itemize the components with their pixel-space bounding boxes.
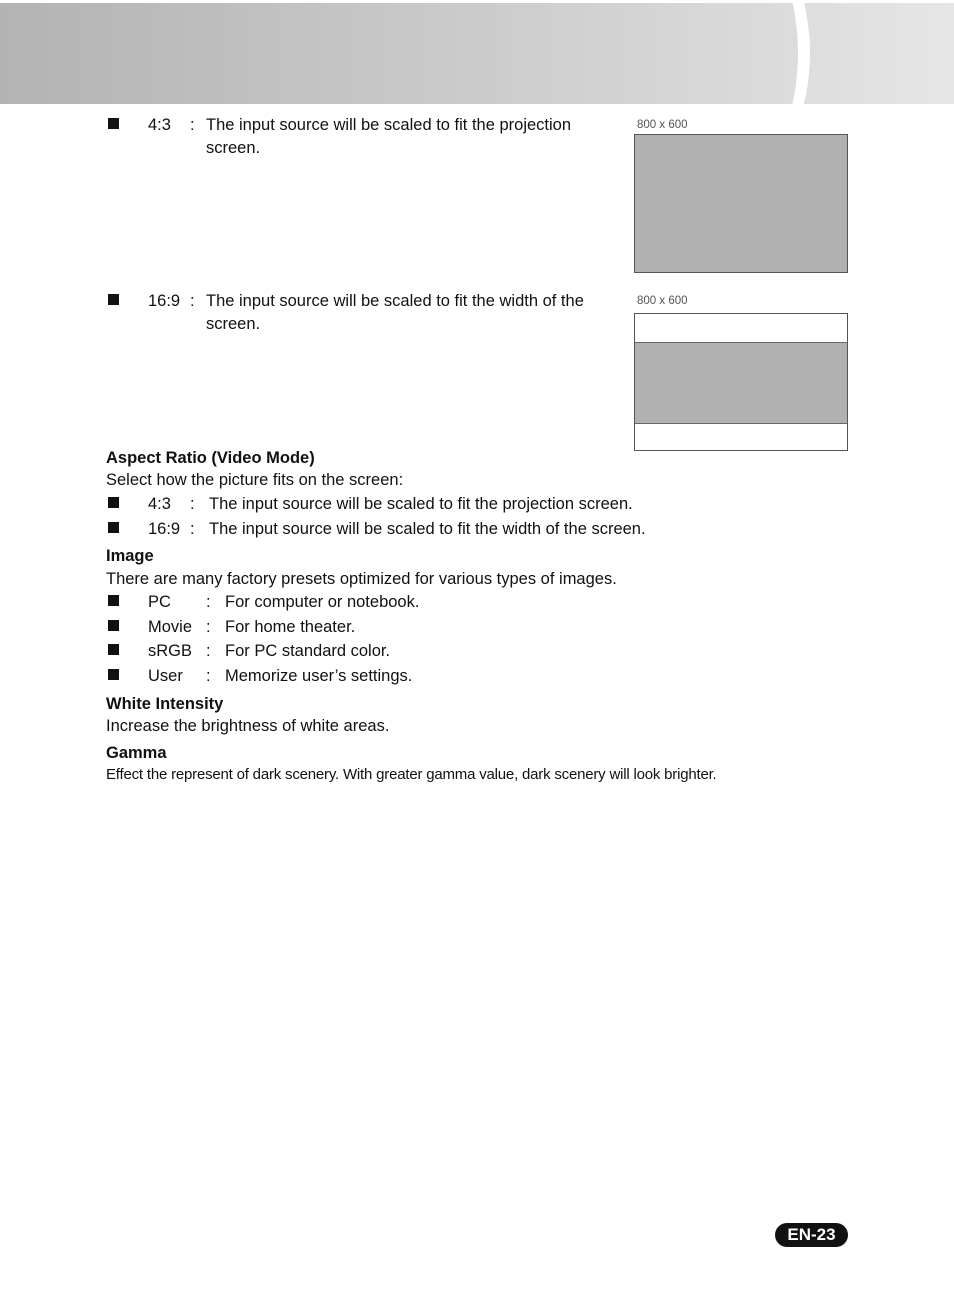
list-item-separator: :: [206, 642, 211, 660]
list-item-separator: :: [190, 520, 195, 538]
list-item-text: The input source will be scaled to fit the width of the: [206, 292, 584, 310]
bullet-icon: [108, 522, 119, 533]
list-item-text: For computer or notebook.: [225, 593, 420, 611]
list-item-key: 4:3: [148, 116, 171, 134]
list-item-text: Memorize user’s settings.: [225, 667, 413, 685]
screen-16-9-illustration: [634, 313, 848, 451]
list-item-separator: :: [206, 667, 211, 685]
image-heading: Image: [106, 547, 154, 565]
bullet-icon: [108, 294, 119, 305]
list-item-key: 4:3: [148, 495, 171, 513]
list-item-separator: :: [190, 116, 195, 134]
list-item-text: The input source will be scaled to fit the width of the screen.: [209, 520, 646, 538]
list-item-separator: :: [206, 593, 211, 611]
list-item-separator: :: [206, 618, 211, 636]
gamma-heading: Gamma: [106, 744, 167, 762]
aspect-video-intro: Select how the picture fits on the screen:: [106, 471, 404, 489]
list-item-key: Movie: [148, 618, 193, 636]
white-intensity-text: Increase the brightness of white areas.: [106, 717, 390, 735]
white-intensity-heading: White Intensity: [106, 695, 224, 713]
resolution-label: 800 x 600: [637, 295, 688, 307]
list-item-separator: :: [190, 495, 195, 513]
list-item-text: The input source will be scaled to fit the projection screen.: [209, 495, 633, 513]
screen-4-3-illustration: [634, 134, 848, 273]
list-item-key: PC: [148, 593, 171, 611]
list-item-text-continued: screen.: [206, 315, 261, 333]
list-item-text-continued: screen.: [206, 139, 261, 157]
list-item-key: 16:9: [148, 292, 181, 310]
gamma-text: Effect the represent of dark scenery. With greater gamma value, dark scenery will look brighter.: [106, 766, 717, 783]
list-item-key: sRGB: [148, 642, 193, 660]
image-intro: There are many factory presets optimized for various types of images.: [106, 570, 617, 588]
list-item-key: User: [148, 667, 183, 685]
resolution-label: 800 x 600: [637, 119, 688, 131]
aspect-video-heading: Aspect Ratio (Video Mode): [106, 449, 315, 467]
bullet-icon: [108, 620, 119, 631]
list-item-text: For PC standard color.: [225, 642, 391, 660]
bullet-icon: [108, 497, 119, 508]
bullet-icon: [108, 118, 119, 129]
page-number-badge: EN-23: [775, 1223, 848, 1247]
list-item-key: 16:9: [148, 520, 181, 538]
list-item-text: For home theater.: [225, 618, 356, 636]
bullet-icon: [108, 669, 119, 680]
list-item-text: The input source will be scaled to fit the projection: [206, 116, 572, 134]
bullet-icon: [108, 644, 119, 655]
header-band: [0, 3, 954, 104]
list-item-separator: :: [190, 292, 195, 310]
bullet-icon: [108, 595, 119, 606]
header-arc-inner: [680, 3, 798, 104]
screen-16-9-image-band: [635, 342, 847, 424]
